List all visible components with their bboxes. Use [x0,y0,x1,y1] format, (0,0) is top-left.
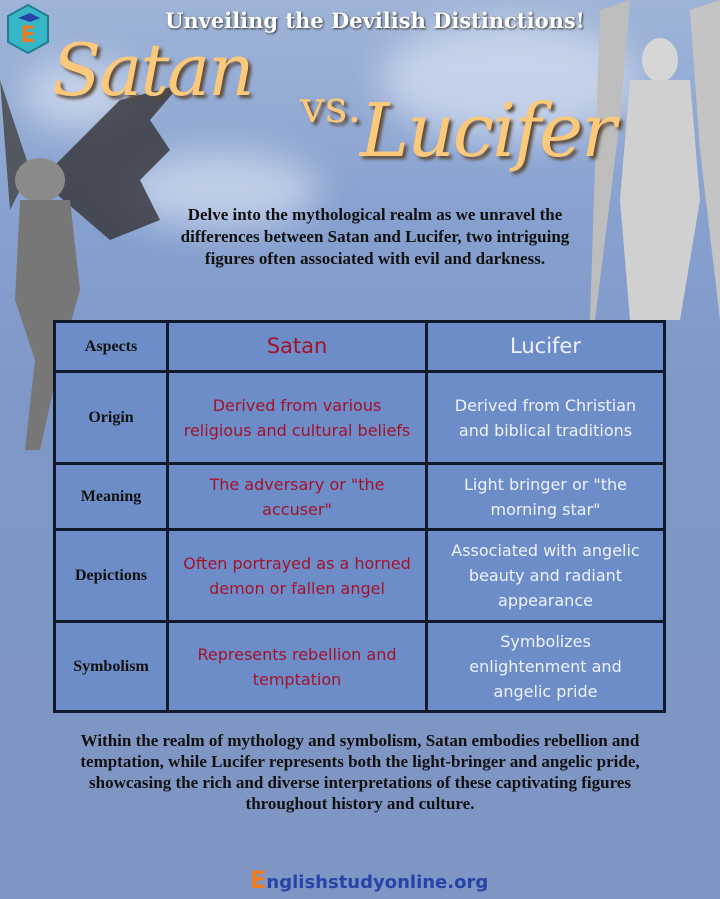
aspect-cell: Origin [55,372,168,464]
satan-cell: Often portrayed as a horned demon or fallen angel [168,530,427,622]
satan-cell: Represents rebellion and temptation [168,622,427,712]
intro-text: Delve into the mythological realm as we unravel the differences between Satan and Lucifer, two intriguing figures often associated with evil and darkness. [180,205,570,268]
lucifer-cell: Symbolizes enlightenment and angelic pride [427,622,665,712]
comparison-table [53,320,666,713]
header-aspects: Aspects [55,322,168,372]
conclusion-text: Within the realm of mythology and symbolism, Satan embodies rebellion and temptation, while Lucifer represents both the light-bringer and angelic pride, showcasing the rich and diverse interpretations of these captivating figures throughout history and culture. [80,731,640,813]
title-satan: Satan [52,28,253,112]
title-lucifer: Lucifer [360,88,615,174]
lucifer-cell: Derived from Christian and biblical traditions [427,372,665,464]
subtitle: Unveiling the Devilish Distinctions! [165,8,585,33]
table-row [55,530,665,622]
aspect-cell: Depictions [55,530,168,622]
lucifer-cell: Light bringer or "the morning star" [427,464,665,530]
satan-cell: The adversary or "the accuser" [168,464,427,530]
header-satan: Satan [168,322,427,372]
table-row [55,464,665,530]
brand-initial: E [250,866,267,894]
table-row [55,372,665,464]
aspect-cell: Symbolism [55,622,168,712]
satan-cell: Derived from various religious and cultural beliefs [168,372,427,464]
footer-brand[interactable] [250,866,488,894]
table-row [55,622,665,712]
table-header-row [55,322,665,372]
title-vs: vs. [300,82,362,133]
aspect-cell: Meaning [55,464,168,530]
svg-text:E: E [20,23,36,48]
header-lucifer: Lucifer [427,322,665,372]
brand-name: nglishstudyonline.org [266,872,489,893]
lucifer-cell: Associated with angelic beauty and radiant appearance [427,530,665,622]
